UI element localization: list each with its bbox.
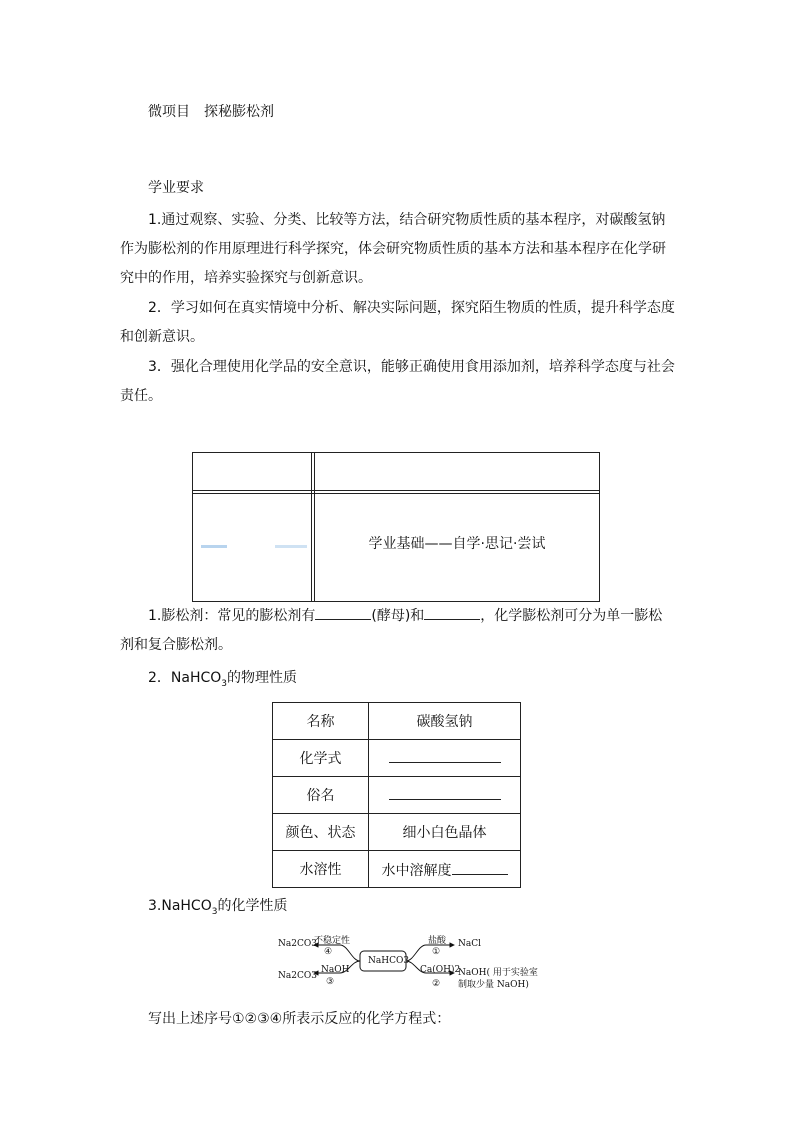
table-cell-blank[interactable]	[369, 777, 521, 814]
section-heading-requirements: 学业要求	[148, 180, 204, 196]
table-row	[273, 777, 521, 814]
requirement-item-1: 1.通过观察、实验、分类、比较等方法，结合研究物质性质的基本程序，对碳酸氢钠作为膨松剂的作用原理进行科学探究，体会研究物质性质的基本方法和基本程序在化学研究中的作用，培养实验探究与创新意识。	[120, 212, 666, 286]
banner-caption: 学业基础——自学·思记·尝试	[368, 536, 546, 552]
requirement-item-2: 2．学习如何在真实情境中分析、解决实际问题，探究陌生物质的性质，提升科学态度和创新意识。	[120, 300, 675, 345]
table-cell-label: 化学式	[273, 740, 369, 777]
table-cell-label: 水溶性	[273, 851, 369, 888]
left-top-condition: 不稳定性	[314, 936, 351, 946]
question-3-suffix: 的化学性质	[217, 898, 288, 914]
left-top-product: Na2CO3	[278, 939, 317, 949]
answer-blank[interactable]	[452, 859, 508, 875]
banner-divider-left	[311, 453, 312, 601]
table-cell-value	[369, 851, 521, 888]
table-row	[273, 740, 521, 777]
subscript: 3	[221, 678, 228, 689]
right-bottom-reagent: Ca(OH)2	[420, 965, 461, 975]
left-top-number: ④	[324, 947, 333, 957]
question-3-heading	[148, 892, 287, 926]
instruction-text: 写出上述序号①②③④所表示反应的化学方程式：	[148, 1011, 451, 1027]
answer-blank[interactable]	[389, 750, 501, 763]
question-2-heading	[148, 664, 297, 698]
banner-decoration	[275, 545, 307, 548]
requirement-item-3: 3．强化合理使用化学品的安全意识，能够正确使用食用添加剂，培养科学态度与社会责任。	[120, 359, 675, 404]
left-bottom-reagent: NaOH	[321, 965, 350, 975]
banner-divider-bottom	[193, 493, 599, 494]
right-bottom-product-line2: 制取少量 NaOH)	[458, 980, 529, 990]
table-cell-label: 俗名	[273, 777, 369, 814]
answer-blank[interactable]	[389, 787, 501, 800]
subscript: 3	[211, 906, 218, 917]
section-banner	[192, 452, 600, 602]
right-bottom-number: ②	[432, 979, 441, 989]
page-title: 微项目 探秘膨松剂	[148, 104, 274, 120]
question-2-suffix: 的物理性质	[227, 670, 298, 686]
solubility-label: 水中溶解度	[381, 862, 452, 879]
banner-divider-top	[193, 490, 599, 491]
question-1-mid: (酵母)和	[371, 608, 425, 624]
table-cell-label: 颜色、状态	[273, 814, 369, 851]
right-top-number: ①	[432, 947, 441, 957]
question-1-prefix: 1.膨松剂：常见的膨松剂有	[148, 608, 316, 624]
reaction-diagram	[276, 925, 556, 997]
question-2-prefix: 2．NaHCO	[148, 670, 222, 686]
answer-blank[interactable]	[424, 604, 480, 620]
question-1	[120, 602, 676, 660]
question-3-prefix: 3.NaHCO	[148, 898, 212, 914]
answer-blank[interactable]	[315, 604, 371, 620]
table-row	[273, 703, 521, 740]
right-bottom-product-line1: NaOH( 用于实验室	[458, 968, 538, 978]
banner-divider-right	[314, 453, 315, 601]
right-top-product: NaCl	[458, 939, 482, 949]
left-bottom-product: Na2CO3	[278, 971, 317, 981]
question-1-suffix: ，化学膨松剂可分为单一膨松剂和复合膨松剂。	[120, 608, 663, 653]
table-row	[273, 814, 521, 851]
center-compound: NaHCO3	[368, 956, 410, 966]
banner-decoration	[201, 545, 227, 548]
table-cell-value: 细小白色晶体	[369, 814, 521, 851]
table-row	[273, 851, 521, 888]
table-header-cell: 名称	[273, 703, 369, 740]
right-top-reagent: 盐酸	[428, 936, 447, 946]
properties-table	[272, 702, 521, 888]
table-cell-blank[interactable]	[369, 740, 521, 777]
table-header-cell: 碳酸氢钠	[369, 703, 521, 740]
left-bottom-number: ③	[326, 977, 335, 987]
